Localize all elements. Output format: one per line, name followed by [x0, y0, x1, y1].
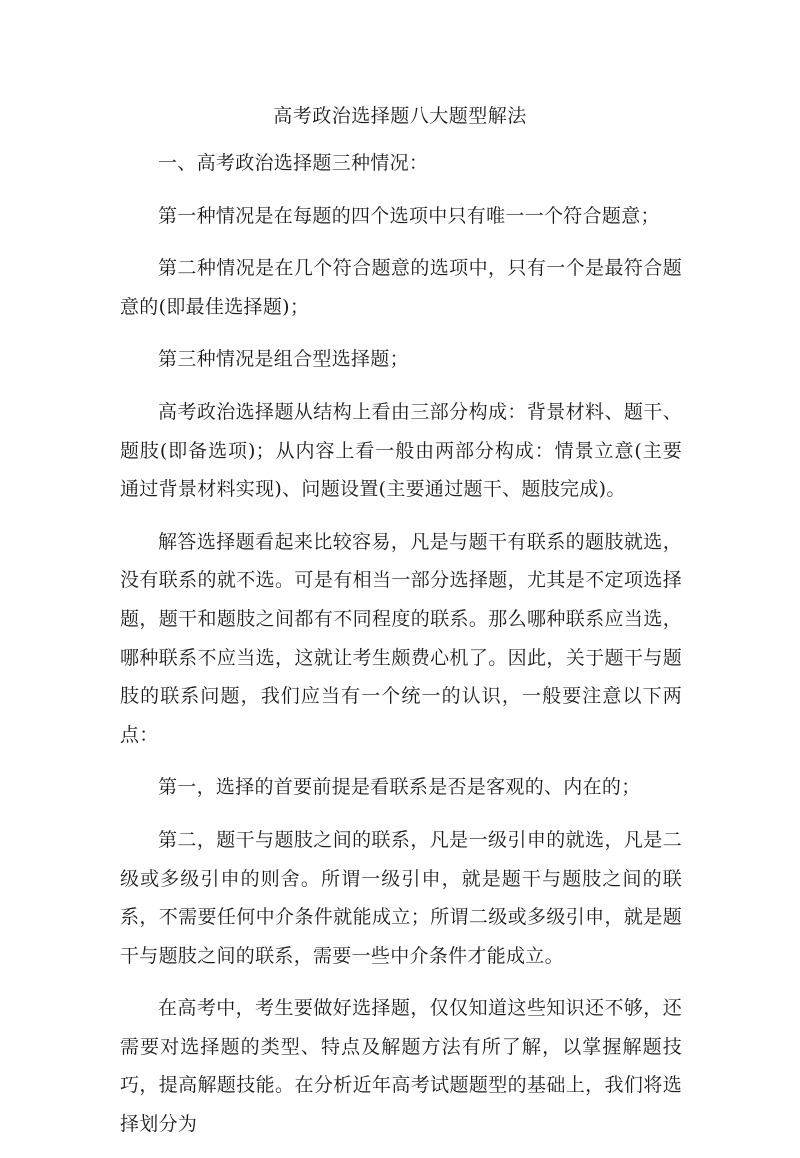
paragraph-exam-skills: 在高考中，考生要做好选择题，仅仅知道这些知识还不够，还需要对选择题的类型、特点及解题方法有所了解，以掌握解题技巧，提高解题技能。在分析近年高考试题题型的基础上，我们将选择划分为	[120, 997, 682, 1136]
paragraph-structure: 高考政治选择题从结构上看由三部分构成：背景材料、题干、题肢(即备选项)；从内容上看一般由两部分构成：情景立意(主要通过背景材料实现)、问题设置(主要通过题干、题肢完成)。	[120, 400, 682, 501]
paragraph-case-one: 第一种情况是在每题的四个选项中只有唯一一个符合题意；	[158, 204, 660, 227]
paragraph-case-three: 第三种情况是组合型选择题；	[158, 348, 409, 371]
document-title: 高考政治选择题八大题型解法	[273, 105, 527, 127]
paragraph-case-two: 第二种情况是在几个符合题意的选项中，只有一个是最符合题意的(即最佳选择题)；	[120, 257, 682, 318]
paragraph-point-two: 第二，题干与题肢之间的联系，凡是一级引申的就选，凡是二级或多级引申的则舍。所谓一级引申，就是题干与题肢之间的联系，不需要任何中介条件就能成立；所谓二级或多级引申，就是题干与题肢之间的联系，需要一些中介条件才能成立。	[120, 828, 682, 967]
paragraph-section-heading: 一、高考政治选择题三种情况：	[158, 152, 429, 174]
paragraph-point-one: 第一，选择的首要前提是看联系是否是客观的、内在的；	[158, 776, 641, 799]
paragraph-answering: 解答选择题看起来比较容易，凡是与题干有联系的题肢就选，没有联系的就不选。可是有相当一部分选择题，尤其是不定项选择题，题干和题肢之间都有不同程度的联系。那么哪种联系应当选，哪种联系不应当选，这就让考生颇费心机了。因此，关于题干与题肢的联系问题，我们应当有一个统一的认识，一般要注意以下两点：	[120, 530, 682, 746]
document-body	[120, 144, 682, 1158]
